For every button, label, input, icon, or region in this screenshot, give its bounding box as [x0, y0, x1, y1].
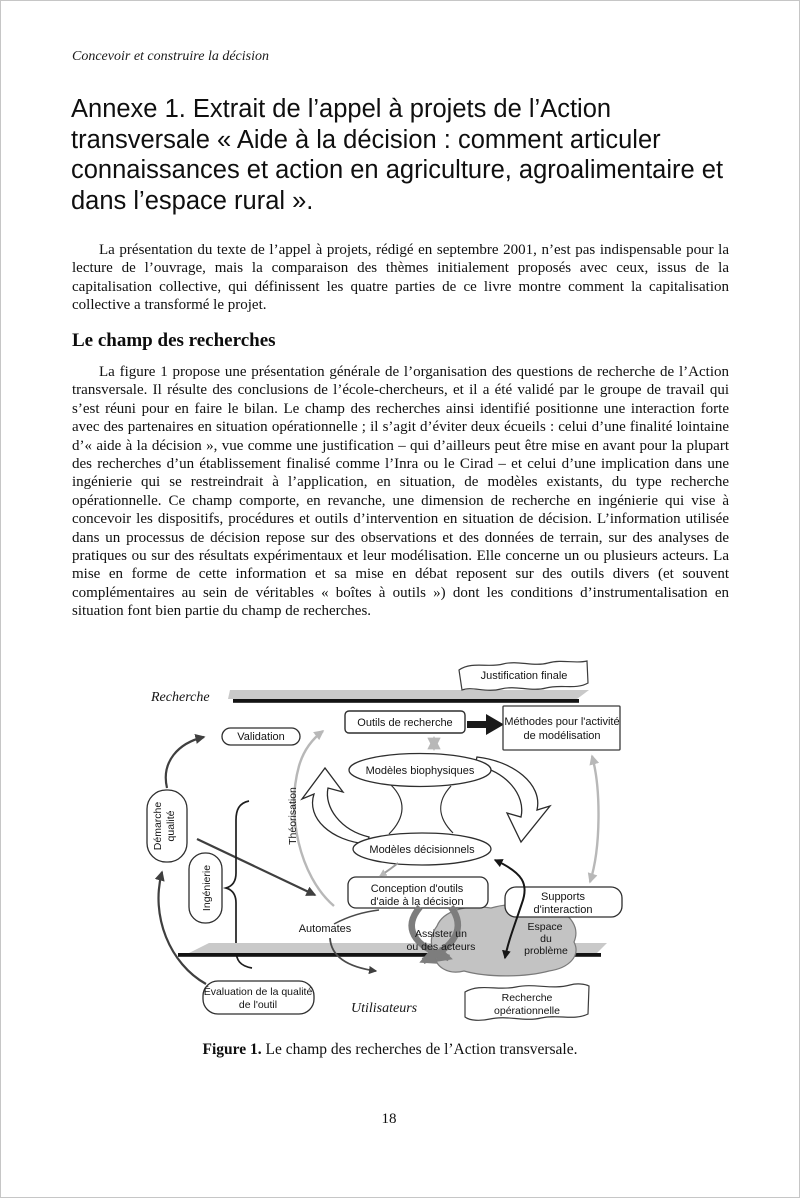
automates-connector — [334, 910, 379, 924]
modeles-biophysiques-label: Modèles biophysiques — [365, 765, 475, 777]
recherche-zone-label: Recherche — [151, 690, 210, 705]
supports-label-line1: Supports — [540, 891, 586, 903]
page-number: 18 — [381, 1111, 397, 1127]
figure-1-diagram — [140, 650, 720, 1040]
espace-probleme-label-line3: problème — [524, 945, 568, 957]
automates-label: Automates — [298, 923, 352, 935]
paragraph-intro-text: La présentation du texte de l’appel à projets, rédigé en septembre 2001, n’est pas indispensable pour la lecture de l’ouvrage, mais la comparaison des thèmes initialement proposés avec ceux, issus de la capitalisation collective, qui définissent les quatre parties de ce livre montre comment la capitalisation collective a transformé le projet. — [72, 242, 729, 314]
arrow-demarche-to-validation — [166, 737, 204, 788]
upper-boundary-line — [233, 699, 579, 703]
annex-title: Annexe 1. Extrait de l’appel à projets de l’Action transversale « Aide à la décision : comment articuler connaissances et action en agriculture, agroalimentaire et dans l’espace rural ». — [71, 95, 724, 215]
supports-label-line2: d'interaction — [533, 904, 593, 916]
arrow-methodes-supports — [590, 756, 599, 882]
conception-label-line2: d'aide à la décision — [370, 896, 464, 908]
assister-label-line2: ou des acteurs — [406, 941, 476, 953]
evaluation-label-line1: Évaluation de la qualité — [203, 986, 313, 998]
fat-arrow-outils-to-methodes — [467, 714, 504, 735]
utilisateurs-zone-label: Utilisateurs — [351, 1001, 418, 1016]
recherche-op-label-line2: opérationnelle — [494, 1005, 560, 1017]
loop-arrow-left — [302, 768, 369, 844]
validation-label: Validation — [237, 731, 285, 743]
justification-finale-label: Justification finale — [480, 670, 568, 682]
ingenierie-brace — [226, 801, 252, 968]
paragraph-intro — [72, 241, 729, 315]
figure-caption-text: Le champ des recherches de l’Action transversale. — [261, 1041, 578, 1058]
methodes-label-line1: Méthodes pour l'activité — [504, 716, 620, 728]
espace-probleme-label-line1: Espace — [527, 921, 563, 933]
section-heading: Le champ des recherches — [72, 330, 276, 351]
ingenierie-label: Ingénierie — [201, 864, 213, 912]
espace-probleme-label-line2: du — [540, 933, 552, 945]
methodes-label-line2: de modélisation — [523, 730, 601, 742]
running-header: Concevoir et construire la décision — [72, 49, 269, 64]
paragraph-body-text: La figure 1 propose une présentation générale de l’organisation des questions de recherche de l’Action transversale. Il résulte des conclusions de l’école-chercheurs, et il a été validé par le groupe de travail qui s’est réuni pour en faire le bilan. Le champ des recherches ainsi identifié positionne une interaction forte avec des partenaires en situation opérationnelle ; il s’agit d’éviter deux écueils : celui d’une finalité lointaine d’« aide à la décision », vue comme une justification – qui d’ailleurs peut être mise en avant pour la plupart des recherches d’un établissement finalisé comme l’Inra ou le Cirad – et celui d’une implication dans une ingénierie qui se restreindrait à l’application, en situation, de modèles existants, du type recherche opérationnelle. Ce champ comporte, en revanche, une dimension de recherche en ingénierie qui vise à concevoir les dispositifs, procédures et outils d’intervention en situation de décision. L’information utilisée dans un processus de décision repose sur des observations et des données de terrain, sur des analyses de pratiques ou sur des résultats expérimentaux et leur modélisation. Elle concerne un ou plusieurs acteurs. La mise en forme de cette information et sa mise en débat reposent sur des outils divers (et souvent complémentaires au sein de véritables « boîtes à outils ») dont les conditions d’instrumentalisation en situation font bien partie du champ de recherches. — [72, 364, 729, 620]
demarche-qualite-label-line1: Démarche — [152, 801, 164, 851]
figure-caption-label: Figure 1. — [202, 1041, 262, 1058]
outils-de-recherche-label: Outils de recherche — [357, 717, 453, 729]
methodes-modelisation-box — [503, 706, 620, 750]
demarche-qualite-label-line2: qualité — [165, 810, 177, 842]
arrow-decisionnels-conception — [380, 863, 398, 876]
modeles-decisionnels-label: Modèles décisionnels — [369, 844, 475, 856]
upper-boundary-band — [228, 690, 589, 699]
paragraph-body — [72, 363, 729, 621]
hourglass-connector-right — [441, 786, 453, 833]
assister-label-line1: Assister un — [415, 928, 467, 940]
recherche-op-label-line1: Recherche — [501, 992, 553, 1004]
theorisation-label: Théorisation — [287, 787, 299, 845]
hourglass-connector-left — [389, 785, 402, 834]
conception-label-line1: Conception d'outils — [370, 883, 464, 895]
evaluation-label-line2: de l'outil — [238, 999, 278, 1011]
figure-caption — [75, 1041, 705, 1059]
